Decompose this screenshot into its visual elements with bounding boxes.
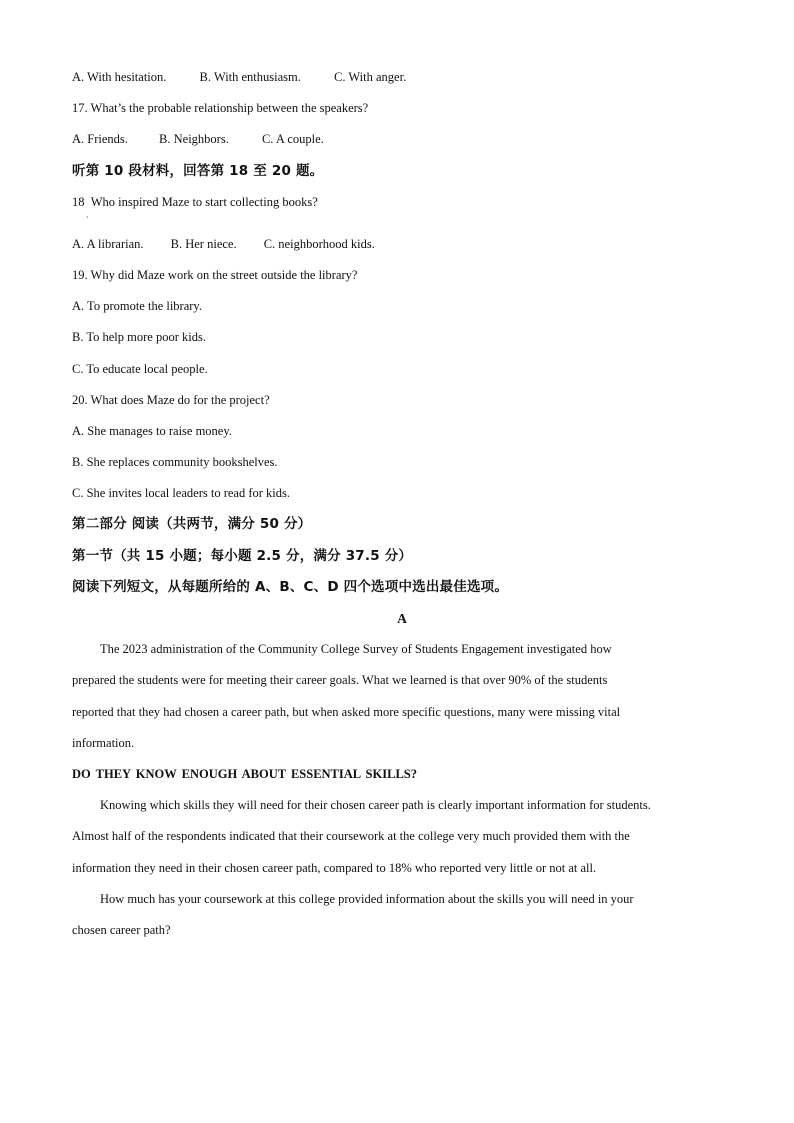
reading-instruction: 阅读下列短文，从每题所给的 A、B、C、D 四个选项中选出最佳选项。 [72, 578, 509, 595]
q20-option-a: A. She manages to raise money. [72, 423, 232, 438]
paragraph-line: information. [72, 735, 135, 750]
q18-number: 18 [72, 194, 85, 209]
q17-option-c: C. A couple. [261, 132, 324, 147]
q16-option-c: C. With anger. [334, 70, 407, 84]
q20-option-c: C. She invites local leaders to read for kids. [72, 486, 290, 501]
paragraph-line: Almost half of the respondents indicated that their coursework at the college very much provided them with the [72, 829, 630, 844]
q20-question: 20. What does Maze do for the project? [72, 392, 270, 407]
part2-title: 第二部分 阅读（共两节，满分 50 分） [72, 516, 312, 533]
q16-option-b: B. With enthusiasm. [199, 70, 301, 84]
passage-subheading: DO THEY KNOW ENOUGH ABOUT ESSENTIAL SKILLS? [72, 767, 417, 781]
q19-question: 19. Why did Maze work on the street outside the library? [72, 267, 358, 282]
q16-option-a: A. With hesitation. [72, 70, 167, 84]
paragraph-line: information they need in their chosen career path, compared to 18% who reported very little or not at all. [72, 860, 597, 875]
q18-question-row [72, 187, 732, 229]
passage-paragraph-2 [72, 790, 732, 884]
paragraph-line: The 2023 administration of the Community College Survey of Students Engagement investigated how [100, 642, 612, 657]
passage-label: A [397, 611, 407, 626]
paragraph-line: Knowing which skills they will need for their chosen career path is clearly important information for students. [100, 798, 651, 813]
q20-option-b: B. She replaces community bookshelves. [72, 455, 278, 470]
q19-option-b: B. To help more poor kids. [72, 330, 206, 345]
section1-title: 第一节（共 15 小题；每小题 2.5 分，满分 37.5 分） [72, 547, 413, 564]
passage-paragraph-1 [72, 634, 732, 759]
q18-option-a: A. A librarian. [72, 236, 144, 251]
q18-option-c: C. neighborhood kids. [263, 236, 375, 251]
q19-option-a: A. To promote the library. [72, 299, 202, 314]
paragraph-line: reported that they had chosen a career path, but when asked more specific questions, many were missing vital [72, 704, 621, 719]
passage-paragraph-3 [72, 884, 732, 946]
q18-question: Who inspired Maze to start collecting books? [90, 194, 318, 209]
q18-options [72, 229, 732, 260]
q17-option-b: B. Neighbors. [159, 132, 229, 147]
q18-option-b: B. Her niece. [170, 236, 237, 251]
q17-option-a: A. Friends. [72, 132, 128, 147]
exam-page [72, 62, 732, 946]
q19-option-c: C. To educate local people. [72, 361, 208, 376]
q18-dot: · [86, 212, 89, 222]
q17-question: 17. What’s the probable relationship between the speakers? [72, 101, 369, 116]
paragraph-line: prepared the students were for meeting their career goals. What we learned is that over 90% of the students [72, 673, 608, 688]
paragraph-line: How much has your coursework at this college provided information about the skills you will need in your [100, 891, 634, 906]
q16-options [72, 62, 732, 93]
paragraph-line: chosen career path? [72, 923, 171, 937]
section10-instruction: 听第 10 段材料，回答第 18 至 20 题。 [72, 162, 324, 179]
q17-options [72, 124, 732, 155]
